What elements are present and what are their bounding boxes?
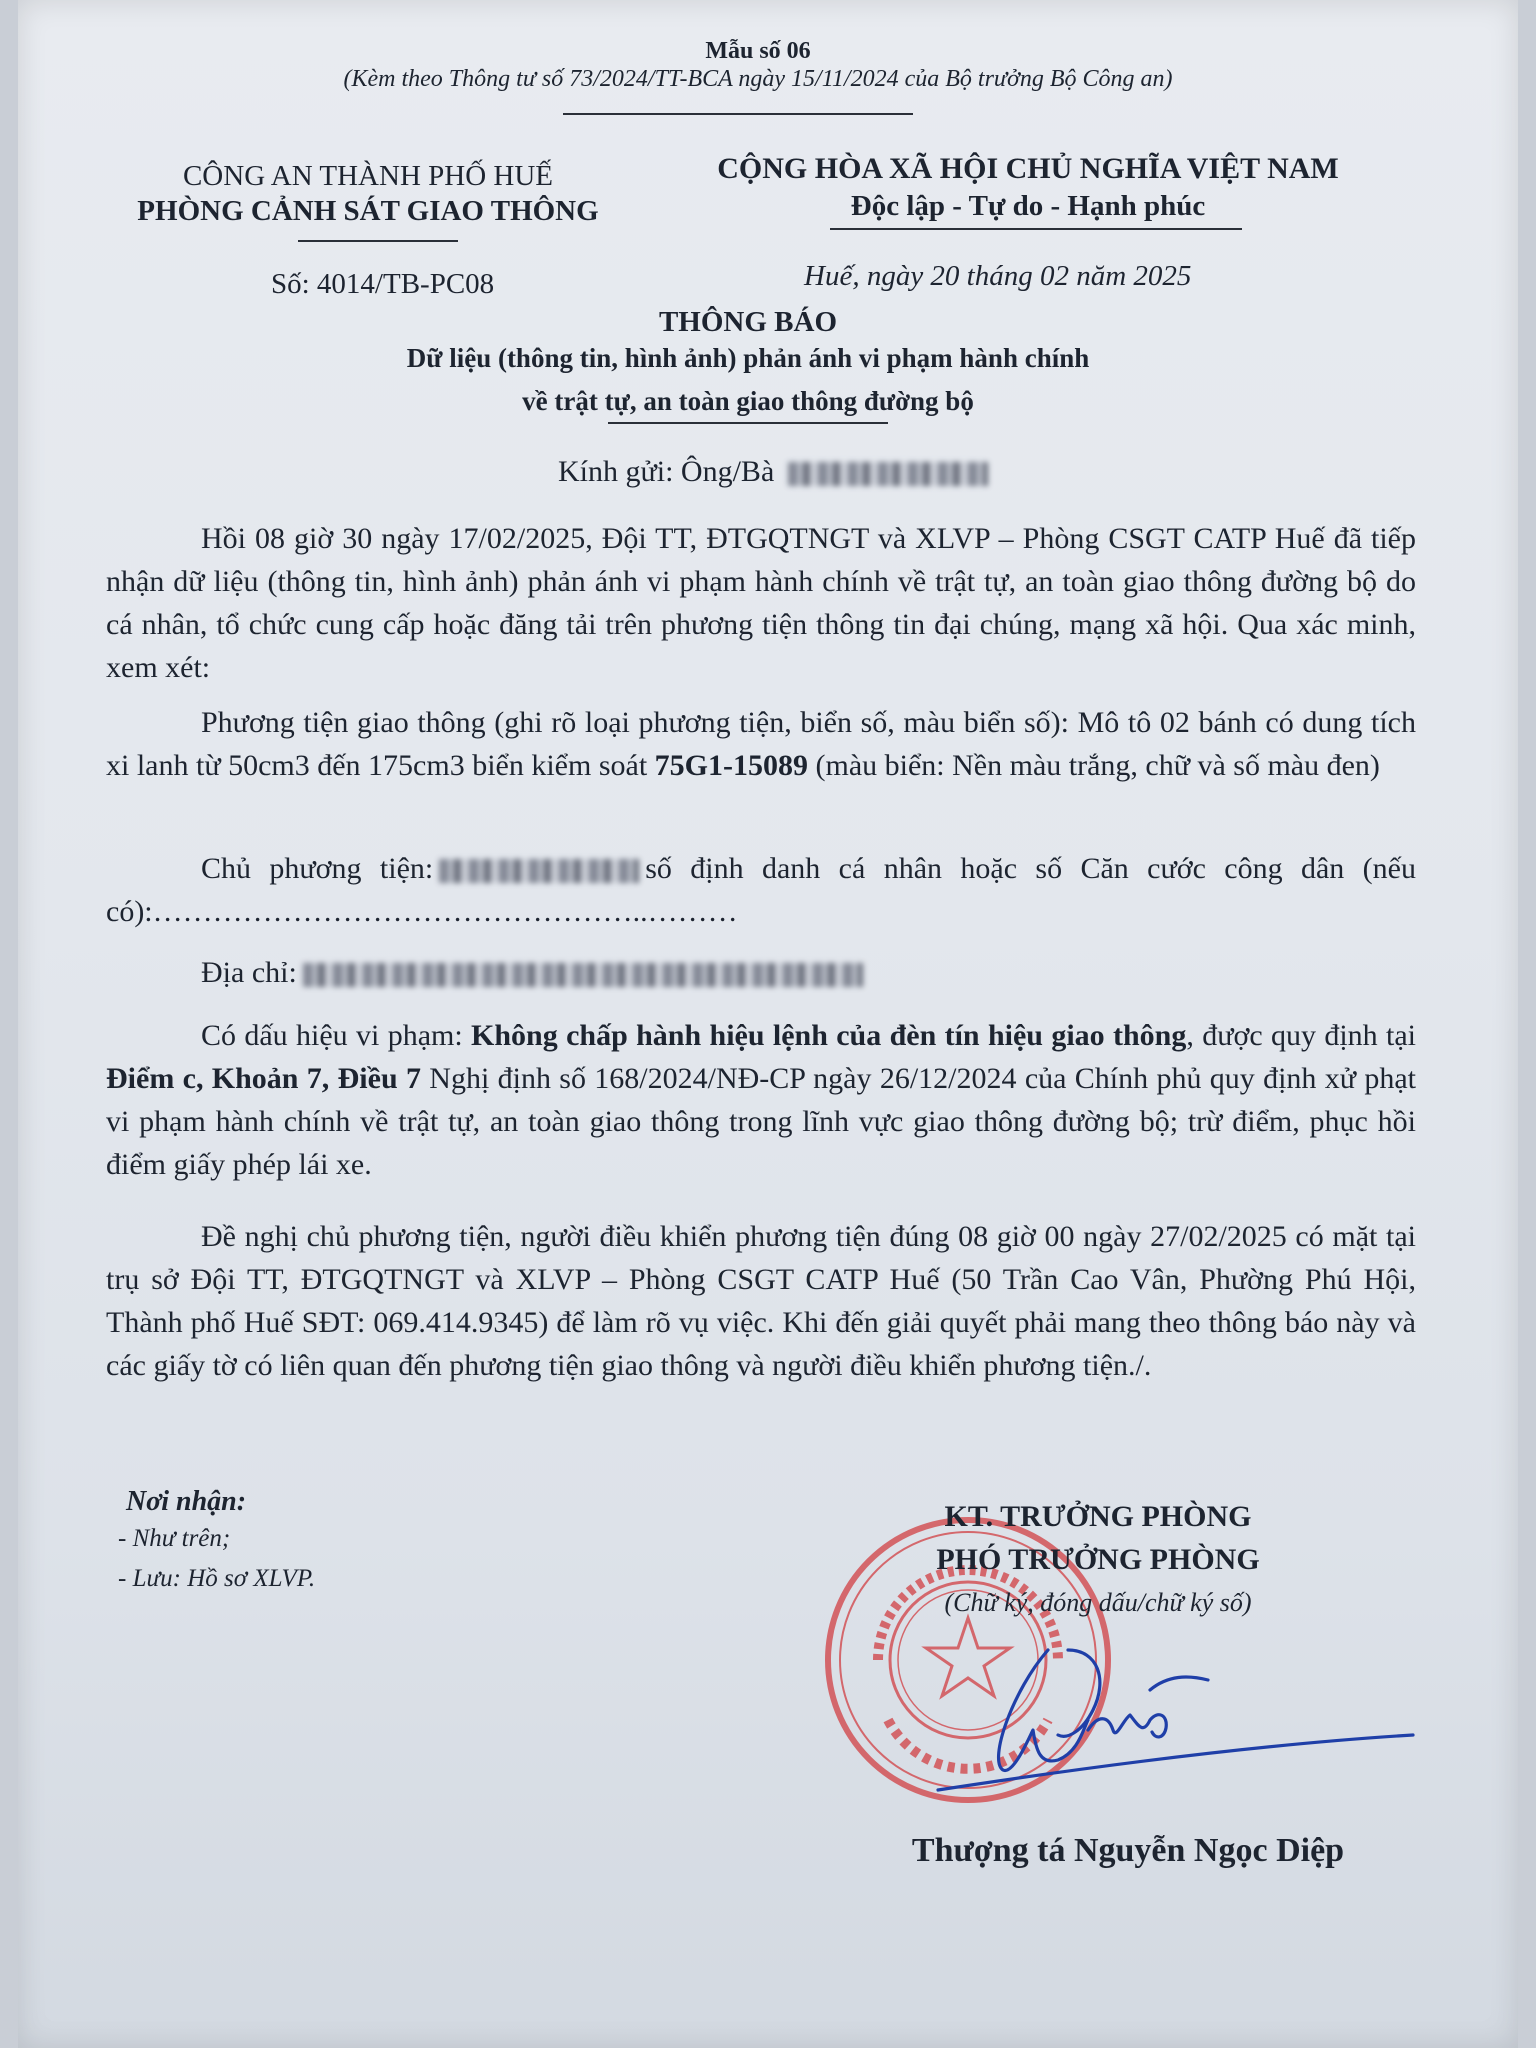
agency-underline <box>298 240 458 242</box>
paragraph-receipt: Hồi 08 giờ 30 ngày 17/02/2025, Đội TT, ĐTGQTNGT và XLVP – Phòng CSGT CATP Huế đã tiếp nhận dữ liệu (thông tin, hình ảnh) phản ánh vi phạm hành chính về trật tự, an toàn giao thông đường bộ do cá nhân, tổ chức cung cấp hoặc đăng tải trên phương tiện thông tin đại chúng, mạng xã hội. Qua xác minh, xem xét: <box>106 522 1416 684</box>
recipient-label: Kính gửi: Ông/Bà <box>558 455 775 488</box>
circular-note: (Kèm theo Thông tư số 73/2024/TT-BCA ngày 15/11/2024 của Bộ trưởng Bộ Công an) <box>343 66 1173 92</box>
document-number: Số: 4014/TB-PC08 <box>271 268 495 300</box>
redacted-owner <box>439 859 639 883</box>
owner-label: Chủ phương tiện: <box>201 852 434 885</box>
motto: Độc lập - Tự do - Hạnh phúc <box>850 190 1206 222</box>
title-underline <box>608 422 888 424</box>
recipients-title: Nơi nhận: <box>126 1486 247 1517</box>
redacted-name <box>788 462 988 486</box>
signer-name: Thượng tá Nguyễn Ngọc Diệp <box>911 1832 1345 1869</box>
notice-subtitle-2: về trật tự, an toàn giao thông đường bộ <box>522 386 974 416</box>
license-plate: 75G1-15089 <box>654 749 808 782</box>
place-date: Huế, ngày 20 tháng 02 năm 2025 <box>804 260 1192 292</box>
recipient-line <box>558 455 994 489</box>
recipient-item: - Lưu: Hồ sơ XLVP. <box>118 1565 316 1592</box>
nation-title: CỘNG HÒA XÃ HỘI CHỦ NGHĨA VIỆT NAM <box>717 152 1339 185</box>
sign-note: (Chữ ký, đóng dấu/chữ ký số) <box>944 1588 1252 1617</box>
motto-underline <box>830 228 1242 230</box>
agency-name: PHÒNG CẢNH SÁT GIAO THÔNG <box>137 195 599 227</box>
sign-role-2: PHÓ TRƯỞNG PHÒNG <box>936 1543 1260 1576</box>
paragraph-address <box>106 951 1416 994</box>
paragraph-vehicle: Phương tiện giao thông (ghi rõ loại phương tiện, biển số, màu biển số): Mô tô 02 bánh có dung tích xi lanh từ 50cm3 đến 175cm3 biển kiểm soát 75G1-15089 (màu biển: Nền màu trắng, chữ và số màu đen) <box>106 706 1416 782</box>
notice-title: THÔNG BÁO <box>658 306 838 338</box>
paragraph-owner: Chủ phương tiện: số định danh cá nhân hoặc số Căn cước công dân (nếu có):…………………………………………..……… <box>106 852 1416 928</box>
sign-role-1: KT. TRƯỞNG PHÒNG <box>944 1500 1252 1533</box>
notice-subtitle-1: Dữ liệu (thông tin, hình ảnh) phản ánh vi phạm hành chính <box>406 343 1090 373</box>
violation-text: Không chấp hành hiệu lệnh của đèn tín hiệu giao thông <box>471 1019 1187 1052</box>
divider-line <box>563 113 913 115</box>
form-number: Mẫu số 06 <box>705 38 811 64</box>
agency-parent: CÔNG AN THÀNH PHỐ HUẾ <box>182 160 554 192</box>
address-label: Địa chỉ: <box>201 956 297 989</box>
legal-article: Điểm c, Khoản 7, Điều 7 <box>106 1062 421 1095</box>
redacted-address <box>303 963 863 987</box>
handwritten-signature <box>918 1620 1438 1820</box>
paragraph-summons: Đề nghị chủ phương tiện, người điều khiển phương tiện đúng 08 giờ 00 ngày 27/02/2025 có mặt tại trụ sở Đội TT, ĐTGQTNGT và XLVP – Phòng CSGT CATP Huế (50 Trần Cao Vân, Phường Phú Hội, Thành phố Huế SĐT: 069.414.9345) để làm rõ vụ việc. Khi đến giải quyết phải mang theo thông báo này và các giấy tờ có liên quan đến phương tiện giao thông và người điều khiển phương tiện./. <box>106 1220 1416 1382</box>
recipient-item: - Như trên; <box>118 1525 231 1552</box>
paragraph-violation: Có dấu hiệu vi phạm: Không chấp hành hiệu lệnh của đèn tín hiệu giao thông, được quy định tại Điểm c, Khoản 7, Điều 7 Nghị định số 168/2024/NĐ-CP ngày 26/12/2024 của Chính phủ quy định xử phạt vi phạm hành chính về trật tự, an toàn giao thông trong lĩnh vực giao thông đường bộ; trừ điểm, phục hồi điểm giấy phép lái xe. <box>106 1019 1417 1181</box>
document-page <box>18 0 1518 2048</box>
